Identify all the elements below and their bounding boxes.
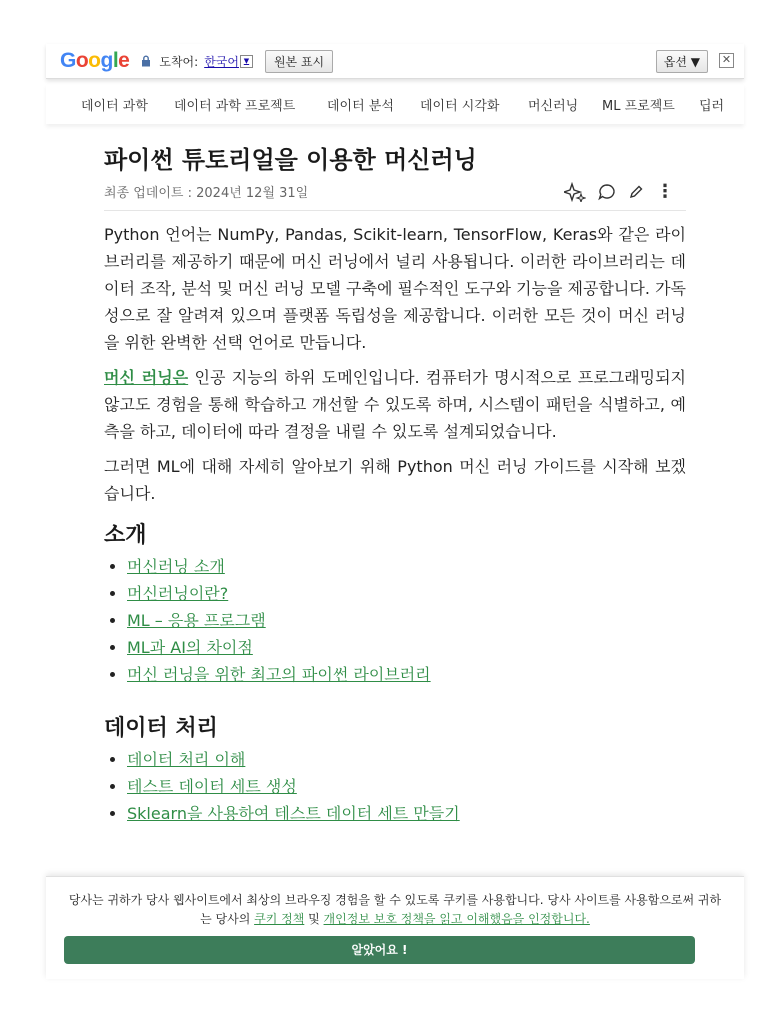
section-title-intro: 소개 (104, 523, 147, 548)
link-ml-vs-ai[interactable]: ML과 AI의 차이점 (127, 638, 253, 657)
intro-paragraph: Python 언어는 NumPy, Pandas, Scikit-learn, TensorFlow, Keras와 같은 라이브러리를 제공하기 때문에 머신 러닝에서 널리 사용됩니다. 이러한 라이브러리는 데이터 조작, 분석 및 머신 러닝 모델 구축에 필수적인 도구와 기능을 제공합니다. 가독성으로 잘 알려져 있으며 플랫폼 독립성을 제공합니다. 이러한 모든 것이 머신 러닝을 위한 완벽한 선택 언어로 만듭니다. (104, 225, 686, 352)
target-language-label[interactable]: 한국어 (204, 54, 239, 69)
more-options-icon[interactable]: ⋮ (656, 181, 674, 202)
target-language-select[interactable] (204, 53, 253, 70)
edit-pencil-icon[interactable] (628, 184, 644, 200)
nav-item-data-analysis[interactable]: 데이터 분석 (327, 99, 394, 114)
list-item (127, 773, 686, 800)
accept-cookies-button[interactable]: 알았어요 ! (64, 936, 695, 964)
category-nav (46, 84, 744, 124)
cookie-text: 당사는 귀하가 당사 웹사이트에서 최상의 브라우징 경험을 할 수 있도록 쿠키를 사용합니다. 당사 사이트를 사용함으로써 귀하는 당사의 (68, 893, 722, 926)
link-sklearn-test-datasets[interactable]: Sklearn을 사용하여 테스트 데이터 세트 만들기 (127, 804, 460, 823)
data-processing-link-list (104, 746, 686, 827)
ml-definition-paragraph (104, 364, 686, 445)
cookie-message (64, 891, 726, 929)
cookie-policy-link[interactable]: 쿠키 정책 (254, 912, 305, 926)
chevron-down-icon[interactable]: ▼ (240, 55, 253, 68)
article-tools (564, 182, 674, 202)
nav-item-machine-learning[interactable]: 머신러닝 (528, 99, 579, 114)
ml-definition-text: 인공 지능의 하위 도메인입니다. 컴퓨터가 명시적으로 프로그래밍되지 않고도 경험을 통해 학습하고 개선할 수 있도록 하며, 시스템이 패턴을 식별하고, 예측을 하고, 데이터에 따라 결정을 내릴 수 있도록 설계되었습니다. (104, 368, 686, 441)
link-ml-applications[interactable]: ML – 응용 프로그램 (127, 611, 266, 630)
last-updated: 최종 업데이트 : 2024년 12월 31일 (104, 186, 309, 201)
machine-learning-link[interactable]: 머신 러닝은 (104, 368, 189, 387)
article (104, 140, 686, 827)
article-meta (104, 180, 686, 211)
list-item (127, 746, 686, 773)
link-understanding-data-processing[interactable]: 데이터 처리 이해 (127, 750, 246, 769)
list-item (127, 607, 686, 634)
list-item (127, 661, 686, 688)
google-translate-bar (46, 44, 744, 79)
options-button[interactable]: 옵션 ▼ (656, 50, 708, 73)
show-original-button[interactable]: 원본 표시 (265, 50, 333, 73)
nav-item-data-science[interactable]: 데이터 과학 (81, 99, 148, 114)
link-generate-test-datasets[interactable]: 테스트 데이터 세트 생성 (127, 777, 297, 796)
list-item (127, 634, 686, 661)
intro-link-list (104, 553, 686, 688)
close-icon[interactable]: ✕ (719, 53, 734, 68)
google-logo: Google (60, 49, 130, 72)
privacy-policy-link[interactable]: 개인정보 보호 정책을 읽고 이해했음을 인정합니다. (323, 912, 590, 926)
list-item (127, 800, 686, 827)
link-what-is-ml[interactable]: 머신러닝이란? (127, 584, 229, 603)
link-ml-intro[interactable]: 머신러닝 소개 (127, 557, 225, 576)
list-item (127, 580, 686, 607)
ai-sparkle-icon[interactable] (564, 182, 586, 202)
comment-icon[interactable] (598, 183, 616, 201)
nav-item-ml-projects[interactable]: ML 프로젝트 (602, 99, 675, 114)
nav-item-data-science-projects[interactable]: 데이터 과학 프로젝트 (174, 99, 296, 114)
cookie-consent-banner (46, 876, 744, 979)
translate-target-label: 도착어: (159, 54, 199, 69)
page-title: 파이썬 튜토리얼을 이용한 머신러닝 (104, 146, 477, 174)
link-best-python-libraries[interactable]: 머신 러닝을 위한 최고의 파이썬 라이브러리 (127, 665, 431, 684)
guide-intro-paragraph: 그러면 ML에 대해 자세히 알아보기 위해 Python 머신 러닝 가이드를 시작해 보겠습니다. (104, 457, 686, 503)
list-item (127, 553, 686, 580)
lock-icon (141, 55, 151, 67)
section-title-data-processing: 데이터 처리 (104, 716, 218, 741)
nav-item-data-visualization[interactable]: 데이터 시각화 (420, 99, 500, 114)
nav-item-deep-learning[interactable]: 딥러 (699, 99, 725, 114)
cookie-text-and: 및 (304, 912, 324, 926)
